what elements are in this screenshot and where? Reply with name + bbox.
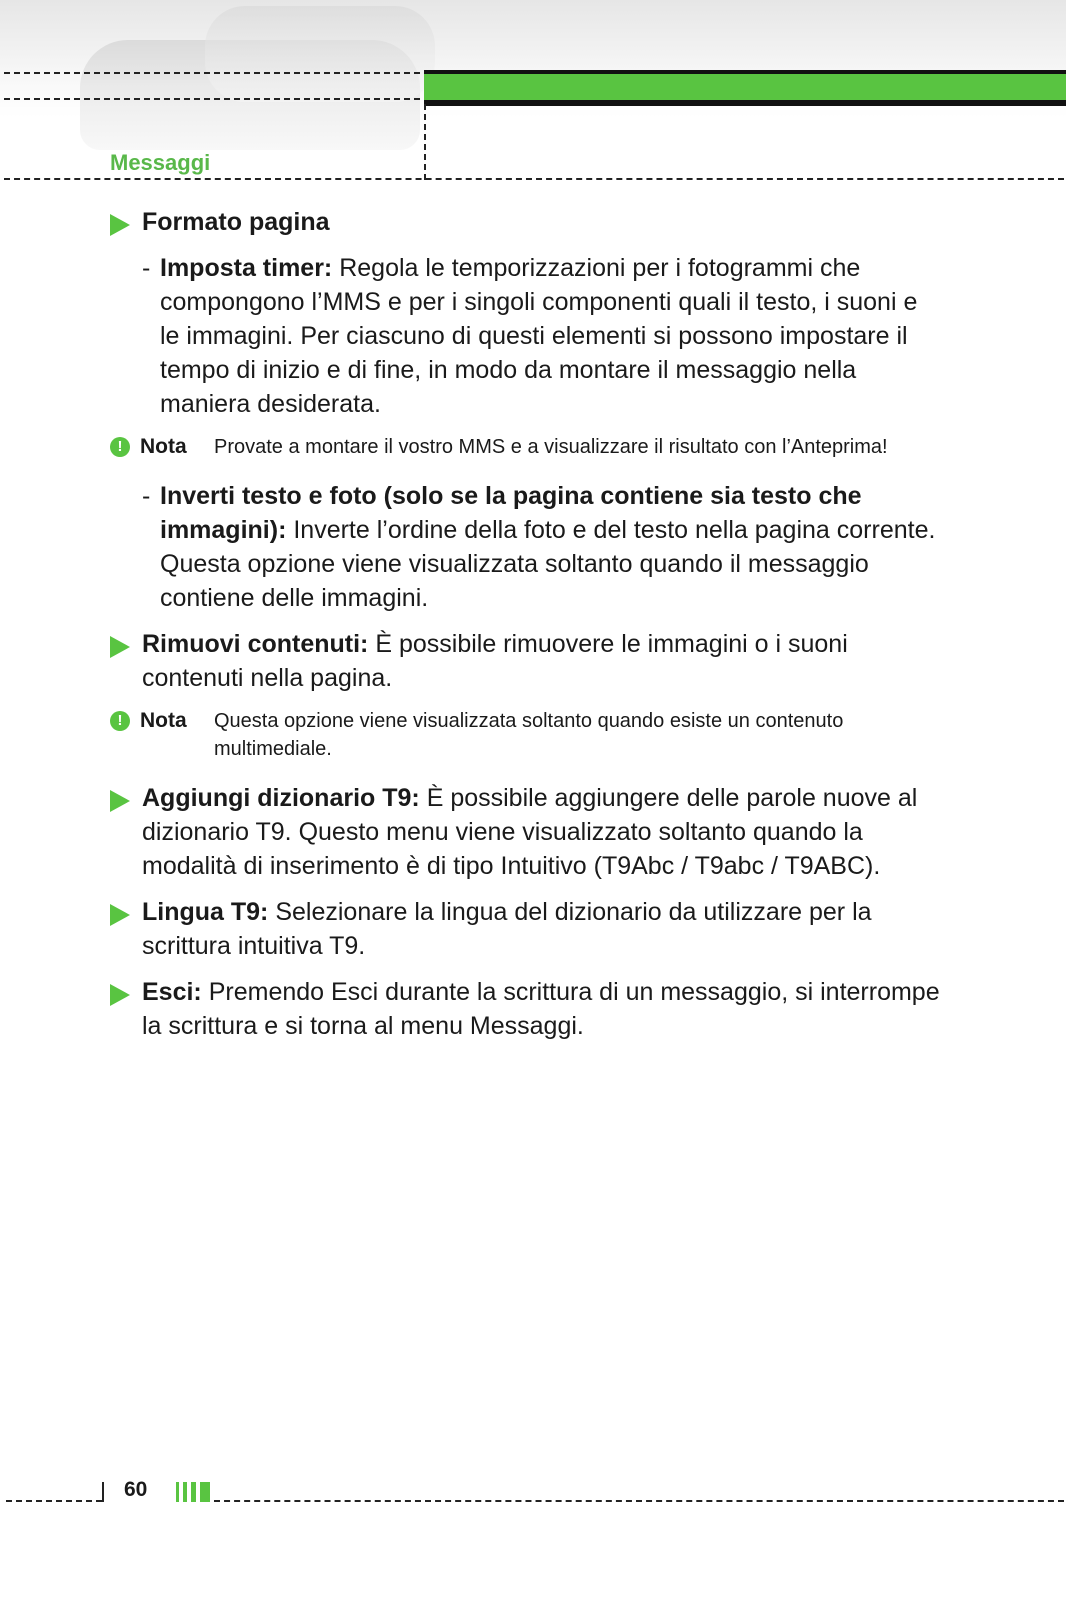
header-vertical-divider (424, 104, 426, 180)
subitem-inverti-testo (110, 479, 940, 615)
item-title: Esci: (142, 978, 202, 1006)
item-text: Premendo Esci durante la scrittura di un messaggio, si interrompe la scrittura e si torna al menu Messaggi. (142, 978, 940, 1040)
item-text: È possibile aggiungere delle parole nuove al dizionario T9. Questo menu viene visualizzato soltanto quando la modalità di inserimento è di tipo Intuitivo (T9Abc / T9abc / T9ABC). (142, 784, 918, 880)
item-text: Selezionare la lingua del dizionario da utilizzare per la scrittura intuitiva T9. (142, 898, 872, 960)
triangle-arrow-icon (110, 790, 130, 812)
subitem-label: Inverti testo e foto (solo se la pagina contiene sia testo che immagini): (160, 482, 862, 544)
dash-bullet: - (142, 482, 151, 510)
menu-item-aggiungi-dizionario (110, 781, 940, 883)
note-text: Provate a montare il vostro MMS e a visualizzare il risultato con l’Anteprima! (214, 436, 888, 458)
subitem-imposta-timer (110, 251, 940, 421)
header-rule (4, 178, 1064, 180)
header-dashed-line (4, 98, 420, 100)
subitem-label: Imposta timer: (160, 254, 333, 282)
subitem-text: Inverte l’ordine della foto e del testo nella pagina corrente. Questa opzione viene visualizzata soltanto quando il messaggio contiene delle immagini. (160, 516, 936, 612)
phone-photo-decoration (205, 6, 435, 102)
item-title: Formato pagina (142, 208, 330, 236)
triangle-arrow-icon (110, 984, 130, 1006)
item-title: Aggiungi dizionario T9: (142, 784, 420, 812)
triangle-arrow-icon (110, 214, 130, 236)
footer-dashed-line (6, 1500, 102, 1502)
footer-tick (102, 1482, 104, 1502)
menu-item-rimuovi-contenuti (110, 627, 940, 695)
dash-bullet: - (142, 254, 151, 282)
footer-dashed-line (214, 1500, 1064, 1502)
header-green-bar (424, 74, 1066, 106)
exclamation-circle-icon: ! (110, 437, 130, 457)
subitem-text: Regola le temporizzazioni per i fotogrammi che compongono l’MMS e per i singoli componenti quali il testo, i suoni e le immagini. Per ciascuno di questi elementi si possono impostare il tempo di inizio e di fine, in modo da montare il messaggio nella maniera desiderata. (160, 254, 918, 418)
page-number: 60 (124, 1478, 148, 1501)
item-title: Lingua T9: (142, 898, 269, 926)
note-text: Questa opzione viene visualizzata soltanto quando esiste un contenuto multimediale. (214, 710, 844, 760)
exclamation-circle-icon: ! (110, 711, 130, 731)
section-title: Messaggi (110, 150, 211, 175)
note-label: Nota (140, 709, 187, 732)
page-content (110, 205, 940, 1055)
menu-item-formato-pagina (110, 205, 940, 239)
note-box (110, 433, 940, 461)
triangle-arrow-icon (110, 904, 130, 926)
note-box (110, 707, 940, 763)
menu-item-esci (110, 975, 940, 1043)
item-title: Rimuovi contenuti: (142, 630, 369, 658)
triangle-arrow-icon (110, 636, 130, 658)
menu-item-lingua-t9 (110, 895, 940, 963)
note-label: Nota (140, 435, 187, 458)
header-dashed-line (4, 72, 420, 74)
item-text: È possibile rimuovere le immagini o i suoni contenuti nella pagina. (142, 630, 848, 692)
